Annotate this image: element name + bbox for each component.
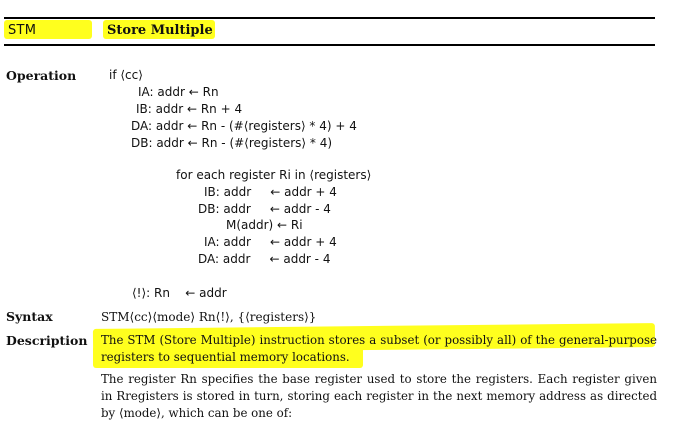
description-label: Description	[6, 333, 88, 348]
loop-body-line: IA: addr ← addr + 4	[204, 235, 337, 249]
operation-mode-line: IB: addr ← Rn + 4	[136, 102, 243, 116]
operation-mode-line: DB: addr ← Rn - (#⟨registers⟩ * 4)	[131, 136, 333, 150]
loop-header: for each register Ri in ⟨registers⟩	[176, 168, 372, 182]
description-paragraph-1: The STM (Store Multiple) instruction stores a subset (or possibly all) of the general-purpose registers to sequential memory locations.	[101, 333, 657, 364]
instruction-title: Store Multiple	[107, 23, 213, 38]
loop-body-line: DA: addr ← addr - 4	[198, 252, 331, 266]
syntax-label: Syntax	[6, 309, 53, 324]
loop-body-line: IB: addr ← addr + 4	[204, 185, 337, 199]
loop-body-line: DB: addr ← addr - 4	[198, 202, 331, 216]
loop-body-line: M(addr) ← Ri	[226, 218, 303, 232]
description-paragraph-2: The register Rn specifies the base register used to store the registers. Each register given in Rregisters is stored in turn, storing each register in the next memory address as directed by ⟨mode⟩, which can be one of:	[101, 372, 657, 420]
top-rule	[4, 17, 655, 19]
writeback-line: ⟨!⟩: Rn ← addr	[132, 286, 227, 300]
operation-mode-line: DA: addr ← Rn - (#⟨registers⟩ * 4) + 4	[131, 119, 357, 133]
syntax-text: STM⟨cc⟩⟨mode⟩ Rn⟨!⟩, {⟨registers⟩}	[101, 310, 317, 324]
operation-condition: if ⟨cc⟩	[109, 68, 143, 82]
bottom-rule	[4, 44, 655, 46]
operation-mode-line: IA: addr ← Rn	[138, 85, 219, 99]
instruction-mnemonic: STM	[8, 23, 37, 38]
operation-label: Operation	[6, 68, 77, 83]
